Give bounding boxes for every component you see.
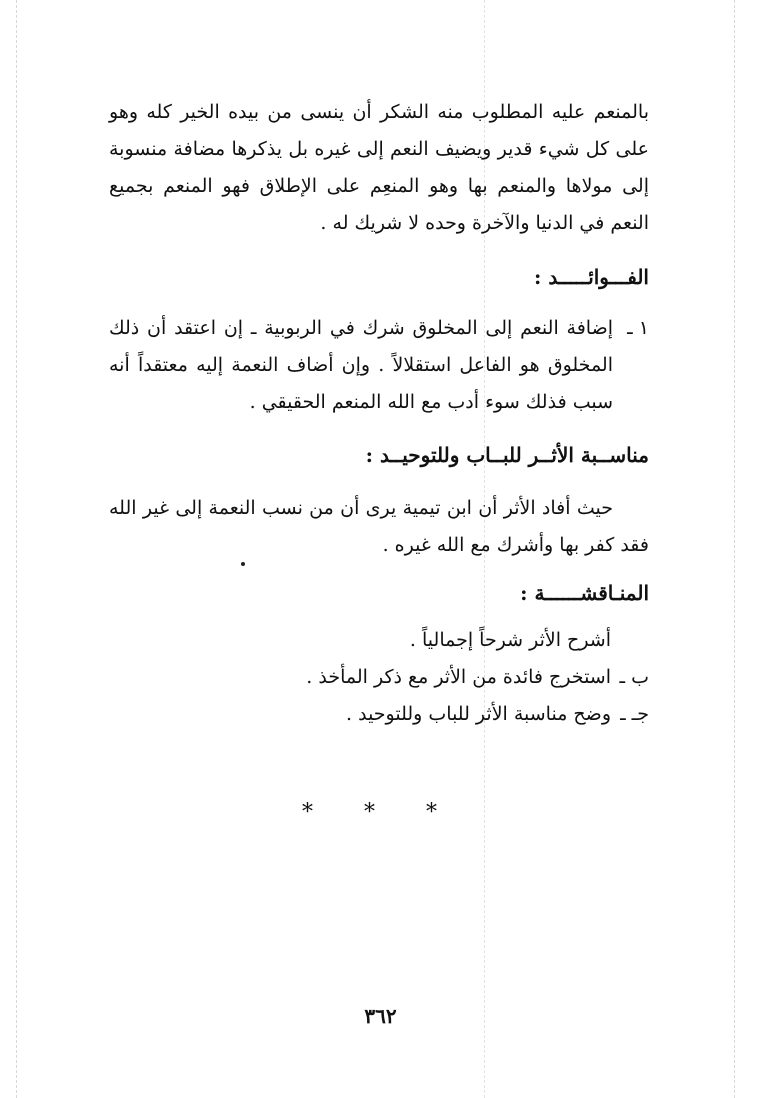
item-text: أشرح الأثر شرحاً إجمالياً . [409, 629, 611, 651]
fawaid-list [109, 310, 649, 421]
page-number: ٣٦٢ [364, 1004, 397, 1028]
scan-fold-line [734, 0, 735, 1098]
item-label: ب ـ [619, 666, 649, 688]
munaqasha-item [109, 659, 649, 696]
fawaid-item [109, 310, 649, 421]
munaqasha-item [109, 696, 649, 733]
intro-paragraph: بالمنعم عليه المطلوب منه الشكر أن ينسى من بيده الخير كله وهو على كل شيء قدير ويضيف النعم إلى غيره بل يذكرها مضافة منسوبة إلى مولاها والمنعم بها وهو المنعِم على الإطلاق فهو المنعم بجميع النعم في الدنيا والآخرة وحده لا شريك له . [109, 101, 649, 234]
munasaba-paragraph: حيث أفاد الأثر أن ابن تيمية يرى أن من نسب النعمة إلى غير الله فقد كفر بها وأشرك مع الله غيره . [109, 497, 649, 556]
scan-fold-line [16, 0, 17, 1098]
munasaba-heading: مناســبة الأثــر للبــاب وللتوحيــد : [365, 443, 649, 467]
item-label: جـ ـ [620, 703, 649, 725]
munaqasha-item [109, 622, 649, 659]
item-text: إضافة النعم إلى المخلوق شرك في الربوبية ـ إن اعتقد أن ذلك المخلوق هو الفاعل استقلالاً . وإن أضاف النعمة إليه معتقداً أنه سبب فذلك سوء أدب مع الله المنعم الحقيقي . [109, 317, 613, 413]
item-label [611, 622, 649, 659]
section-separator: * * * [302, 800, 459, 825]
munaqasha-heading: المنـاقشــــــة : [520, 581, 649, 605]
ink-speck [241, 562, 245, 566]
munaqasha-list [109, 622, 649, 733]
item-text: وضح مناسبة الأثر للباب وللتوحيد . [346, 703, 611, 725]
item-number: ١ ـ [627, 317, 649, 339]
item-text: استخرج فائدة من الأثر مع ذكر المأخذ . [306, 666, 611, 688]
fawaid-heading: الفـــوائـــــد : [534, 265, 649, 289]
